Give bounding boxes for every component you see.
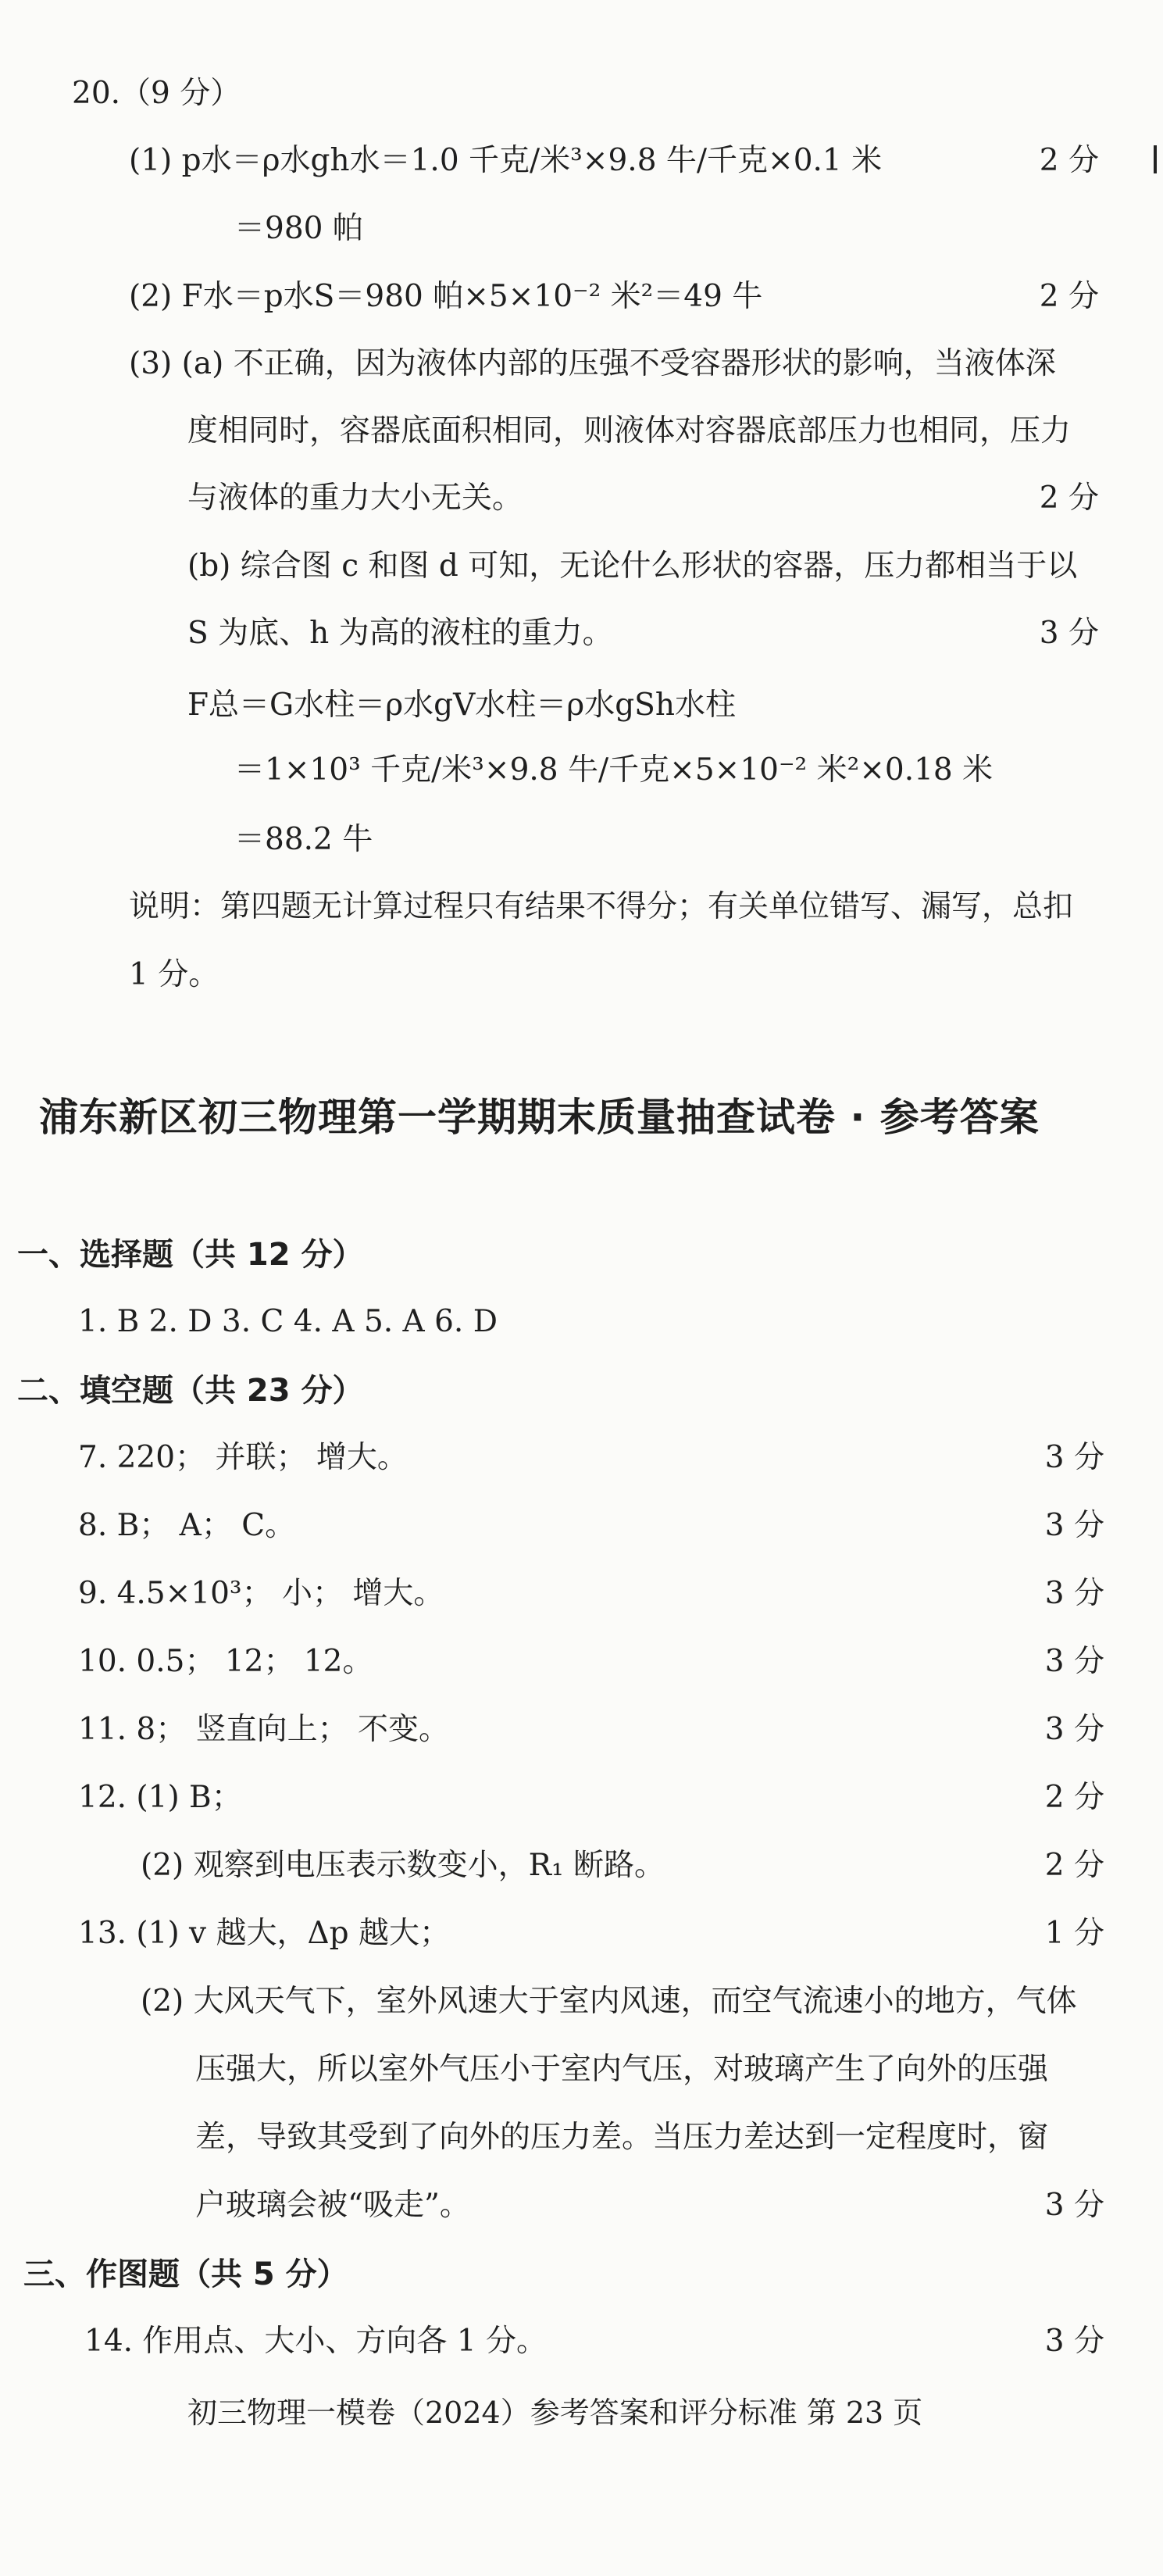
- q13-part1-answer: 13. (1) v 越大，Δp 越大；: [78, 1916, 451, 1951]
- q9-score: 3 分: [1044, 1576, 1104, 1611]
- q20-part3b-line1: (b) 综合图 c 和图 d 可知，无论什么形状的容器，压力都相当于以: [187, 548, 1078, 584]
- q20-part3a-line2: 度相同时，容器底面积相同，则液体对容器底部压力也相同，压力: [187, 413, 1072, 448]
- q20-formula-line3: ＝88.2 牛: [234, 822, 373, 857]
- section2-header: 二、填空题（共 23 分）: [17, 1373, 364, 1409]
- q13-part2-line1: (2) 大风天气下，室外风速大于室内风速，而空气流速小的地方，气体: [141, 1984, 1077, 2019]
- section1-header: 一、选择题（共 12 分）: [17, 1237, 364, 1273]
- q20-part1-line1: (1) p水＝ρ水gh水＝1.0 千克/米³×9.8 牛/千克×0.1 米: [129, 143, 883, 178]
- q8-score: 3 分: [1044, 1508, 1104, 1543]
- q12-part2-answer: (2) 观察到电压表示数变小，R₁ 断路。: [141, 1848, 665, 1883]
- q12-part1-answer: 12. (1) B；: [78, 1780, 242, 1815]
- q12-part2-score: 2 分: [1044, 1848, 1104, 1883]
- q20-part1-line2: ＝980 帕: [234, 211, 363, 246]
- q7-score: 3 分: [1044, 1440, 1104, 1475]
- q14-score: 3 分: [1044, 2324, 1104, 2359]
- q20-part2-line: (2) F水＝p水S＝980 帕×5×10⁻² 米²＝49 牛: [129, 279, 763, 314]
- q7-answer: 7. 220； 并联； 增大。: [78, 1440, 408, 1475]
- q20-part3a-line3: 与液体的重力大小无关。: [187, 481, 523, 516]
- q11-answer: 11. 8； 竖直向上； 不变。: [78, 1712, 450, 1747]
- q11-score: 3 分: [1044, 1712, 1104, 1747]
- q20-part3a-score: 2 分: [1039, 481, 1099, 516]
- q8-answer: 8. B； A； C。: [78, 1508, 296, 1543]
- q13-part2-score: 3 分: [1044, 2188, 1104, 2223]
- q13-part2-line4: 户玻璃会被“吸走”。: [195, 2188, 470, 2223]
- q20-header: 20.（9 分）: [72, 76, 241, 111]
- q10-score: 3 分: [1044, 1644, 1104, 1679]
- q20-note-line1: 说明：第四题无计算过程只有结果不得分；有关单位错写、漏写，总扣: [129, 889, 1074, 924]
- q20-note-line2: 1 分。: [129, 957, 219, 992]
- q13-part2-line3: 差，导致其受到了向外的压力差。当压力差达到一定程度时，窗: [195, 2120, 1049, 2155]
- q20-formula-line2: ＝1×10³ 千克/米³×9.8 牛/千克×5×10⁻² 米²×0.18 米: [234, 752, 994, 788]
- q20-part1-score: 2 分: [1039, 143, 1099, 178]
- q13-part2-line2: 压强大，所以室外气压小于室内气压，对玻璃产生了向外的压强: [195, 2052, 1049, 2087]
- page-edge-mark: [1154, 145, 1157, 173]
- page-footer: 初三物理一模卷（2024）参考答案和评分标准 第 23 页: [187, 2396, 923, 2430]
- section3-header: 三、作图题（共 5 分）: [23, 2256, 348, 2292]
- q14-answer: 14. 作用点、大小、方向各 1 分。: [84, 2324, 548, 2359]
- section1-answers: 1. B 2. D 3. C 4. A 5. A 6. D: [78, 1304, 498, 1339]
- answer-key-title: 浦东新区初三物理第一学期期末质量抽查试卷 · 参考答案: [39, 1095, 1040, 1140]
- q13-part1-score: 1 分: [1044, 1916, 1104, 1951]
- q10-answer: 10. 0.5； 12； 12。: [78, 1644, 373, 1679]
- q20-part2-score: 2 分: [1039, 279, 1099, 314]
- q20-part3a-line1: (3) (a) 不正确，因为液体内部的压强不受容器形状的影响，当液体深: [129, 346, 1056, 381]
- q20-part3b-line2: S 为底、h 为高的液柱的重力。: [187, 616, 613, 651]
- q20-part3b-score: 3 分: [1039, 616, 1099, 651]
- q12-part1-score: 2 分: [1044, 1780, 1104, 1815]
- q20-formula-line1: F总＝G水柱＝ρ水gV水柱＝ρ水gSh水柱: [187, 688, 737, 723]
- q9-answer: 9. 4.5×10³； 小； 增大。: [78, 1576, 444, 1611]
